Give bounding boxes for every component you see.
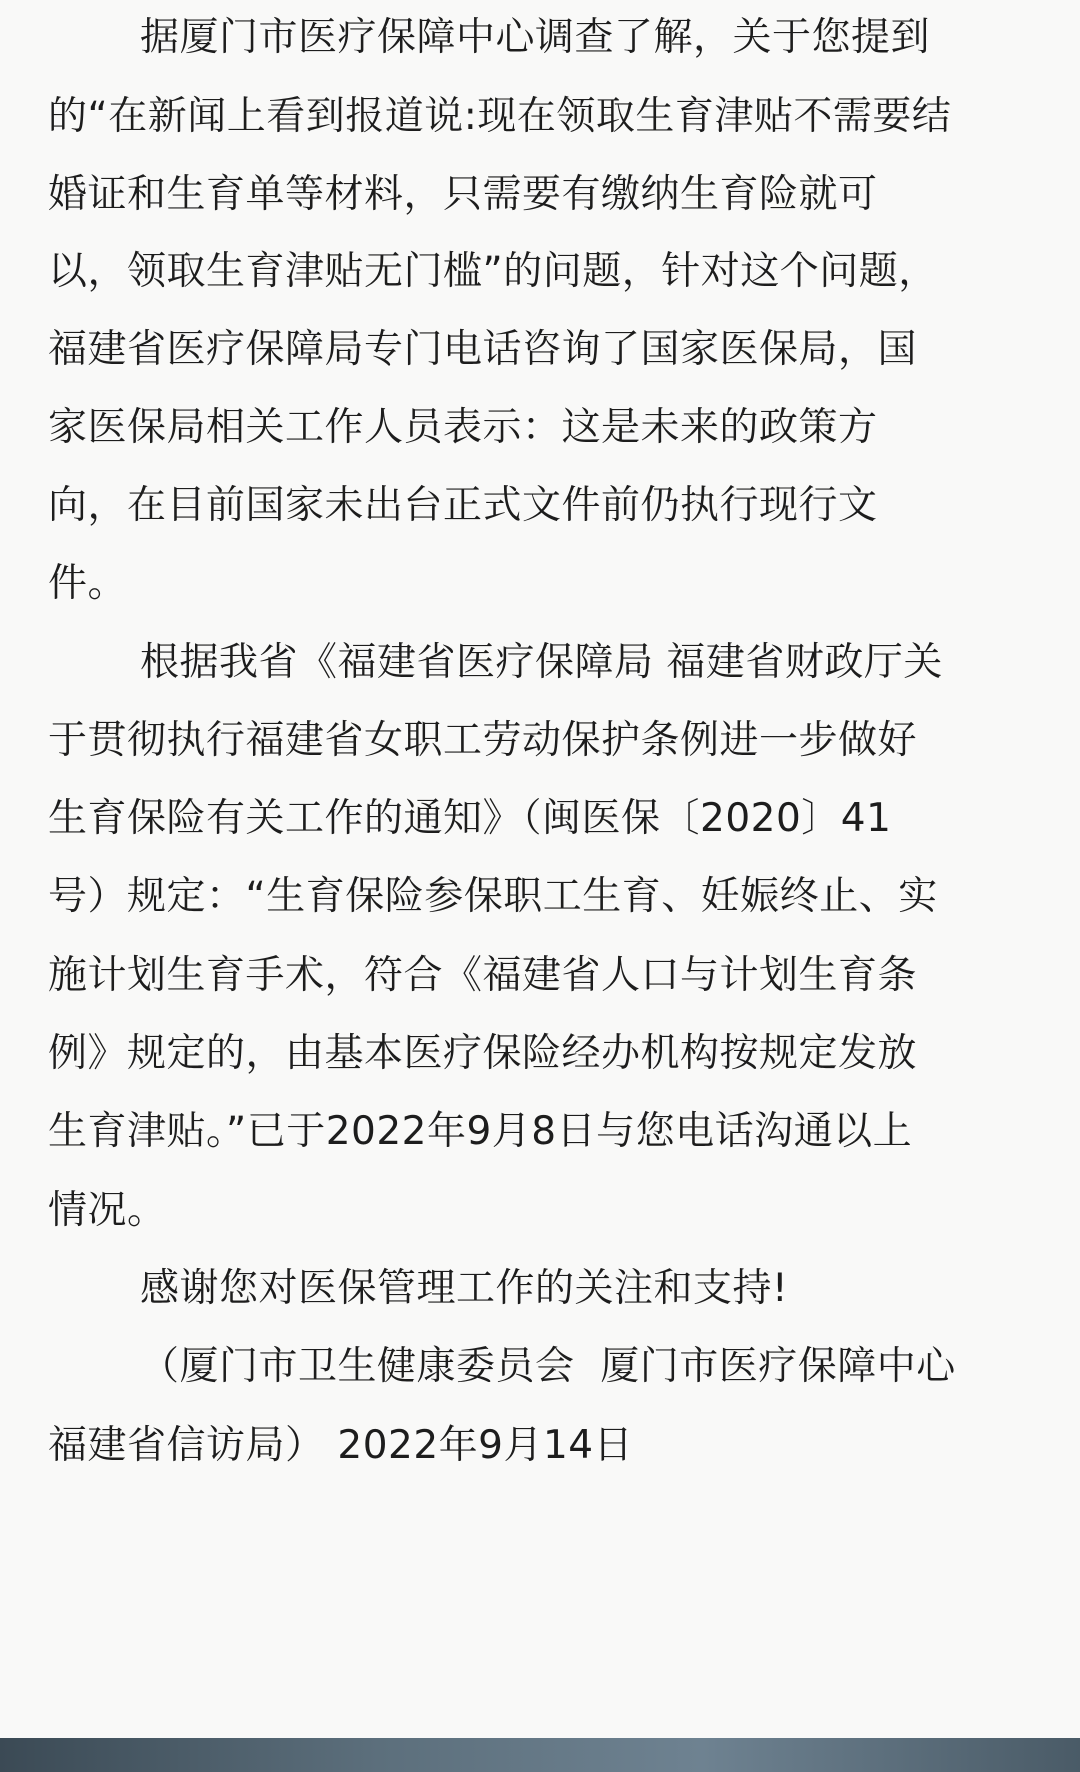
- paragraph-2-line-5: 施计划生育手术，符合《福建省人口与计划生育条: [48, 953, 918, 998]
- paragraph-2-line-4: 号）规定：“生育保险参保职工生育、妊娠终止、实: [48, 874, 938, 919]
- thanks-line: 感谢您对医保管理工作的关注和支持!: [140, 1266, 789, 1311]
- paragraph-2-line-6: 例》规定的，由基本医疗保险经办机构按规定发放: [48, 1031, 918, 1076]
- paragraph-1-line-3: 婚证和生育单等材料，只需要有缴纳生育险就可: [48, 172, 878, 217]
- paragraph-1-line-4: 以，领取生育津贴无门槛”的问题，针对这个问题，: [48, 249, 938, 294]
- paragraph-2-line-7: 生育津贴。”已于2022年9月8日与您电话沟通以上: [48, 1109, 913, 1154]
- paragraph-1-line-8: 件。: [48, 561, 128, 606]
- signature-line-1: （厦门市卫生健康委员会 厦门市医疗保障中心: [140, 1344, 956, 1389]
- paragraph-1-line-7: 向，在目前国家未出台正式文件前仍执行现行文: [48, 483, 878, 528]
- signature-line-2: 福建省信访局） 2022年9月14日: [48, 1423, 634, 1468]
- paragraph-1-line-6: 家医保局相关工作人员表示：这是未来的政策方: [48, 405, 878, 450]
- paragraph-2-line-1: 根据我省《福建省医疗保障局 福建省财政厅关: [140, 640, 943, 685]
- paragraph-2-line-2: 于贯彻执行福建省女职工劳动保护条例进一步做好: [48, 718, 918, 763]
- paragraph-2-line-8: 情况。: [48, 1188, 167, 1233]
- paragraph-1-line-5: 福建省医疗保障局专门电话咨询了国家医保局，国: [48, 327, 918, 372]
- paragraph-1-line-1: 据厦门市医疗保障中心调查了解，关于您提到: [140, 15, 931, 60]
- paragraph-1-line-2: 的“在新闻上看到报道说:现在领取生育津贴不需要结: [48, 94, 952, 139]
- bottom-image-edge: [0, 1738, 1080, 1772]
- paragraph-2-line-3: 生育保险有关工作的通知》（闽医保〔2020〕41: [48, 796, 892, 841]
